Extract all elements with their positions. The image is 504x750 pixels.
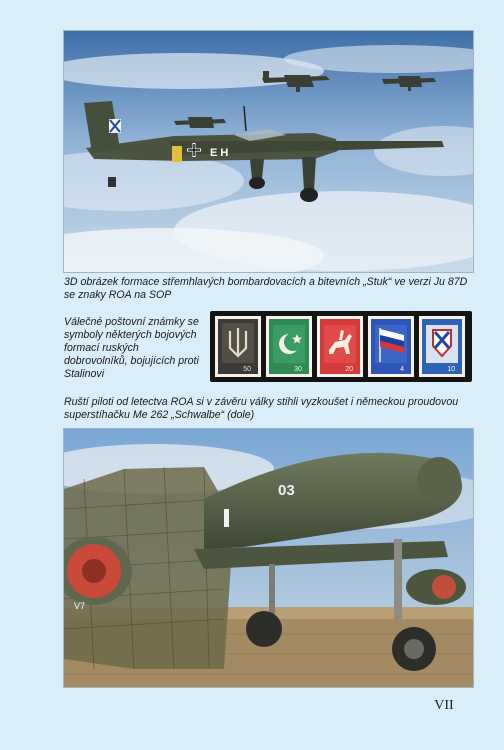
engine-code: V7 (74, 601, 86, 611)
stuka-formation-image (63, 30, 474, 273)
stamp-saltire (419, 316, 465, 377)
stamp-value-2: 30 (294, 366, 302, 373)
stamp-horseman (317, 316, 363, 377)
stamp-strip (210, 311, 472, 382)
me262-code: 03 (278, 482, 295, 499)
page-number: VII (434, 698, 454, 713)
stamp-flag (368, 316, 414, 377)
stamp-value-5: 10 (447, 366, 455, 373)
stamp-value-3: 20 (345, 366, 353, 373)
stamp-crescent (266, 316, 312, 377)
stamp-trident (215, 316, 261, 377)
me262-caption: Ruští piloti od letectva ROA si v závěru války stihli vyzkoušet i německou proudovou superstíhačku Me 262 „Schwalbe“ (dole) (64, 396, 459, 421)
stamp-value-4: 4 (400, 366, 404, 373)
me262-image (63, 428, 474, 688)
stamp-value-1: 50 (243, 366, 251, 373)
stuka-image-caption: 3D obrázek formace střemhlavých bombardovacích a bitevních „Stuk“ ve verzi Ju 87D se znaky ROA na SOP (64, 276, 468, 301)
stamps-caption: Válečné poštovní známky se symboly některých bojových formací ruských dobrovolníků, bojujících proti Stalinovi (64, 316, 199, 380)
stuka-code: E H (210, 147, 229, 159)
